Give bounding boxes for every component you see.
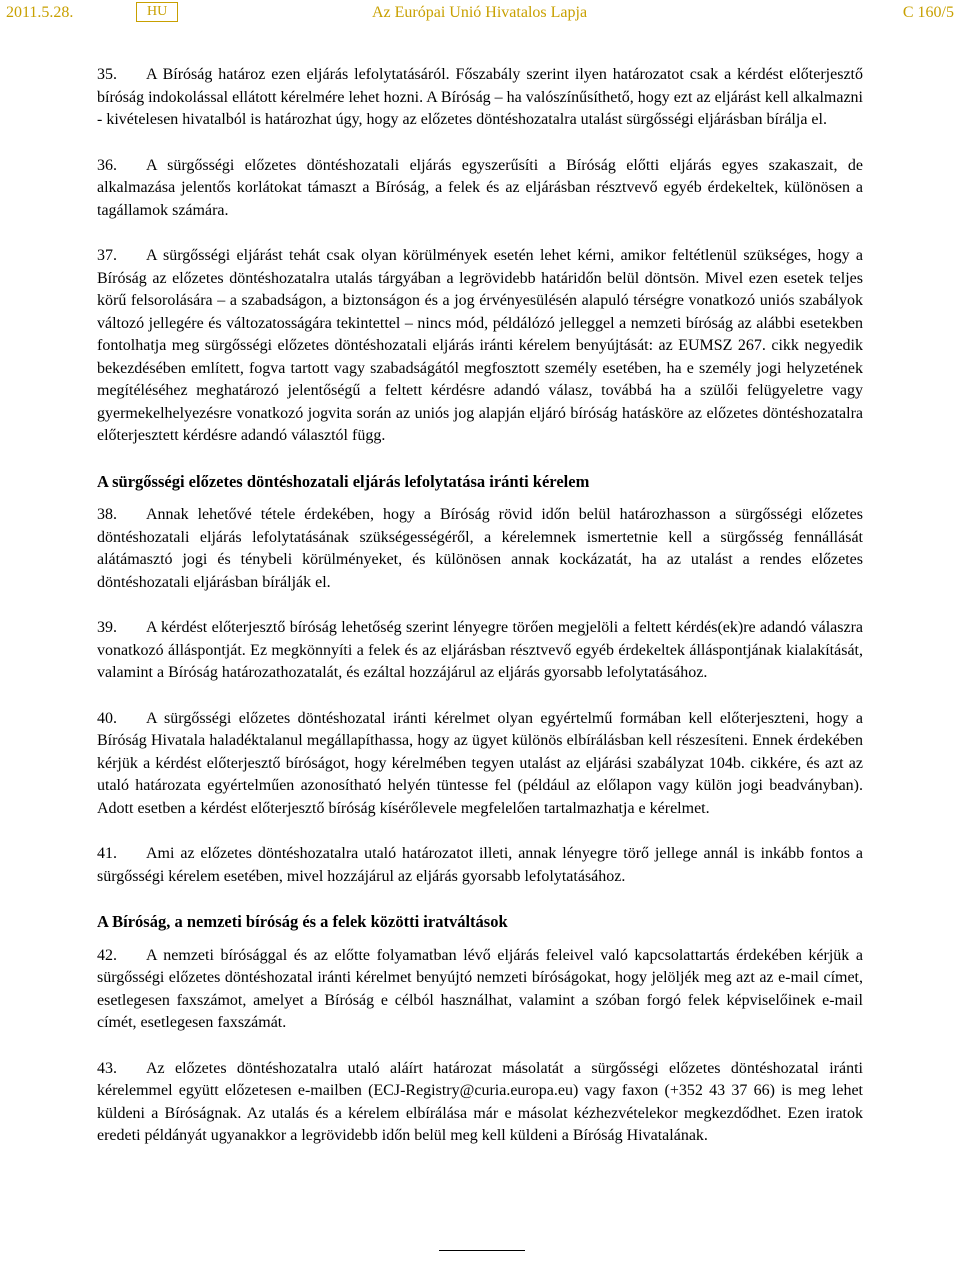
paragraph-number: 37. <box>97 247 117 264</box>
paragraph-number: 42. <box>97 946 117 964</box>
paragraph-38 <box>97 504 863 594</box>
footer-divider <box>439 1250 525 1251</box>
paragraph-40 <box>97 708 863 821</box>
paragraph-text: A kérdést előterjesztő bíróság lehetőség szerint lényegre törően megjelöli a feltett kérdés(ek)re adandó válaszra vonatkozó álláspontját. Ez megkönnyíti a felek és az eljárásban résztvevő egyéb érdekeltek álláspontjának kialakítását, valamint a Bíróság határozathozatalát, és ezáltal hozzájárul az eljárás gyorsabb lefolytatásához. <box>97 619 863 681</box>
paragraph-text: Az előzetes döntéshozatalra utaló aláírt határozat másolatát a sürgősségi előzetes döntéshozatal iránti kérelemmel együtt előzetesen e-mailben (ECJ-Registry@curia.europa.eu) vagy faxon (+352 43 37 66) is meg lehet küldeni a Bíróságnak. Az utalás és a kérelem elbírálása már e másolat kézhezvételekor megkezdődhet. Ezen iratok eredeti példányát ugyanakkor a legrövidebb időn belül meg kell küldeni a Bíróság Hivatalának. <box>97 1059 863 1144</box>
language-badge: HU <box>136 2 178 22</box>
paragraph-37 <box>97 245 863 448</box>
paragraph-text: A nemzeti bírósággal és az előtte folyamatban lévő eljárás feleivel való kapcsolattartás érdekében kérjük a sürgősségi előzetes döntéshozatal iránti kérelmet benyújtó nemzeti bíróságokat, hogy jelöljék meg azt az e-mail címet, esetlegesen faxszámot, amelyet a Bíróság e célból használhat, valamint a szóban forgó felek képviselőinek e-mail címét, esetlegesen faxszámát. <box>97 946 863 1031</box>
paragraph-number: 36. <box>97 156 117 174</box>
paragraph-text: A sürgősségi előzetes döntéshozatali eljárás egyszerűsíti a Bíróság előtti eljárás egyes szakaszait, de alkalmazása jelentős korlátokat támaszt a Bíróság, a felek és az eljárásban résztvevő egyéb érdekeltek, különösen a tagállamok számára. <box>97 156 863 219</box>
paragraph-text: Ami az előzetes döntéshozatalra utaló határozatot illeti, annak lényegre törő jellege annál is inkább fontos a sürgősségi kérelem esetében, mivel hozzájárul az eljárás gyorsabb lefolytatásához. <box>97 845 863 885</box>
paragraph-number: 43. <box>97 1059 117 1077</box>
section-heading-urgent-request: A sürgősségi előzetes döntéshozatali eljárás lefolytatása iránti kérelem <box>97 471 590 491</box>
paragraph-number: 40. <box>97 709 117 727</box>
publication-date: 2011.5.28. <box>6 4 74 21</box>
paragraph-42 <box>97 945 863 1035</box>
paragraph-36 <box>97 155 863 223</box>
paragraph-number: 39. <box>97 619 117 636</box>
paragraph-number: 41. <box>97 845 117 862</box>
paragraph-text: A Bíróság határoz ezen eljárás lefolytatásáról. Főszabály szerint ilyen határozatot csak a kérdést előterjesztő bíróság indokolással ellátott kérelmére lehet hozni. A Bíróság – ha valószínűsíthető, hogy ezt az eljárást kell alkalmazni - kivételesen hivatalból is határozhat úgy, hogy az előzetes döntéshozatalra utalást sürgősségi eljárásban bírálja el. <box>97 66 863 128</box>
document-body <box>97 64 863 1171</box>
paragraph-35 <box>97 64 863 132</box>
section-heading-exchanges: A Bíróság, a nemzeti bíróság és a felek közötti iratváltások <box>97 912 508 931</box>
paragraph-text: Annak lehetővé tétele érdekében, hogy a Bíróság rövid időn belül határozhasson a sürgősségi előzetes döntéshozatali eljárás lefolytatásának szükségességéről, a kérelemnek ismertetnie kell a sürgősség fennállását alátámasztó jogi és ténybeli körülményeket, és különösen annak kockázatát, ha az utalást a rendes előzetes döntéshozatali eljárásban bírálják el. <box>97 506 863 591</box>
page-reference: C 160/5 <box>902 4 954 21</box>
paragraph-number: 35. <box>97 66 117 83</box>
paragraph-text: A sürgősségi előzetes döntéshozatal iránti kérelmet olyan egyértelmű formában kell előterjeszteni, hogy a Bíróság Hivatala haladéktalanul megállapíthassa, hogy az ügyet különös elbírálásban kell részesíteni. Ennek érdekében kérjük a kérdést előterjesztő bíróságot, hogy kérelmében tegyen utalást az eljárási szabályzat 104b. cikkére, és azt az utaló határozata egyértelműen azonosítható helyén tüntesse fel (például az előlapon vagy külön jogi beadványban). Adott esetben a kérdést előterjesztő bíróság kísérőlevele megfelelően tartalmazhatja e kérelmet. <box>97 709 863 817</box>
paragraph-41 <box>97 843 863 888</box>
page-header <box>0 0 960 32</box>
paragraph-text: A sürgősségi eljárást tehát csak olyan körülmények esetén lehet kérni, amikor feltétlenül szükséges, hogy a Bíróság az előzetes döntéshozatalra utalás tárgyában a legrövidebb határidőn belül döntsön. Mivel ezen esetek teljes körű felsorolására – a szabadságon, a biztonságon és a jog érvényesülésén alapuló térségre vonatkozó uniós szabályok változó jellegére és változatosságára tekintettel – nincs mód, példálózó jelleggel a nemzeti bíróság az alábbi esetekben fontolhatja meg sürgősségi előzetes döntéshozatali eljárás iránti kérelem benyújtását: az EUMSZ 267. cikk negyedik bekezdésében említett, fogva tartott vagy szabadságától megfosztott személy esetében, ha e személy jogi helyzetének megítéléséhez meghatározó jelentőségű a feltett kérdésre adandó válasz, továbbá ha a szülői felügyeletre vagy gyermekelhelyezésre vonatkozó jogvita során az uniós jog alapján eljáró bíróság hatásköre az előzetes döntéshozatalra előterjesztett kérdésre adandó választól függ. <box>97 247 863 444</box>
paragraph-39 <box>97 617 863 685</box>
journal-title: Az Európai Unió Hivatalos Lapja <box>372 4 588 21</box>
paragraph-43 <box>97 1058 863 1148</box>
paragraph-number: 38. <box>97 506 117 523</box>
